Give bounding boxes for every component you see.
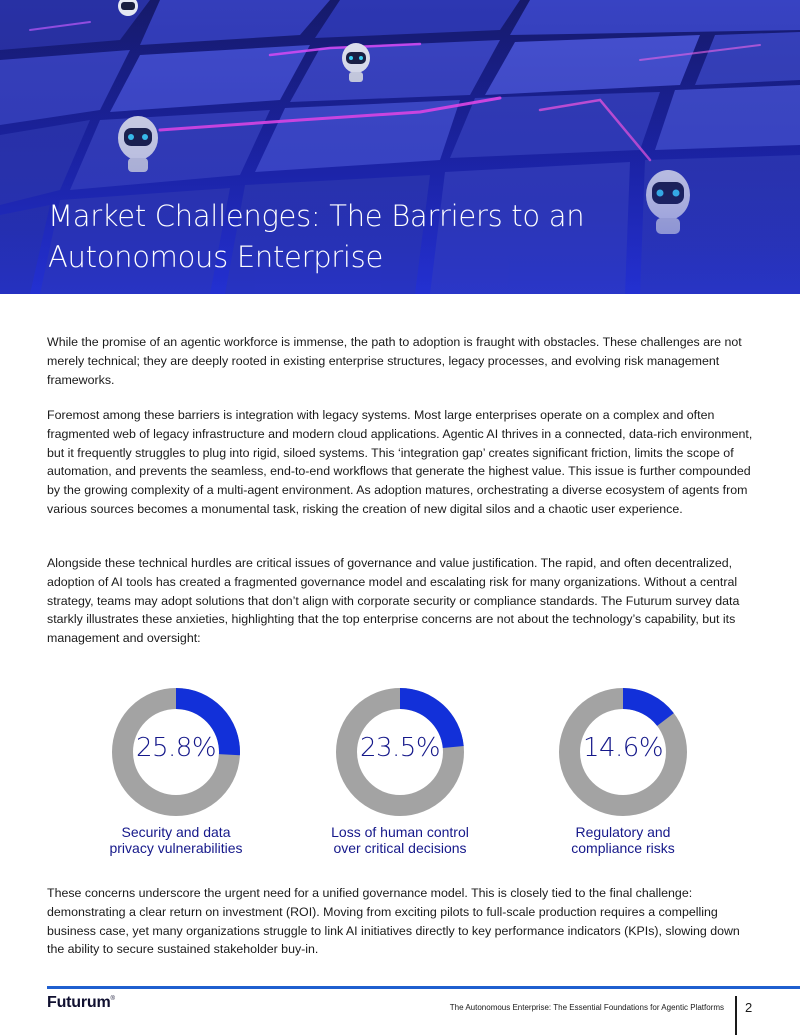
logo-text: Futurum bbox=[47, 994, 111, 1011]
stat-label-line: privacy vulnerabilities bbox=[109, 840, 243, 856]
stat-label-line: over critical decisions bbox=[333, 840, 467, 856]
stat-label-line: Loss of human control bbox=[331, 824, 469, 840]
stat-donut-regulatory bbox=[523, 686, 723, 856]
stat-label bbox=[523, 824, 723, 856]
stat-value: 14.6% bbox=[582, 733, 664, 763]
stat-label-line: compliance risks bbox=[571, 840, 675, 856]
futurum-logo bbox=[47, 994, 115, 1012]
page-number: 2 bbox=[745, 1000, 753, 1015]
body-paragraph: Alongside these technical hurdles are critical issues of governance and value justification. The rapid, and often decentralized, adoption of AI tools has created a fragmented governance model and escalating risk for many organizations. Without a central strategy, teams may adopt solutions that don’t align with corporate security or compliance standards. The Futurum survey data starkly illustrates these anxieties, highlighting that the top enterprise concerns are not about the technology’s capability, but its management and oversight: bbox=[47, 556, 740, 646]
body-paragraph: Foremost among these barriers is integration with legacy systems. Most large enterprises operate on a complex and often fragmented web of legacy infrastructure and modern cloud applications. Agentic AI thrives in a connected, data-rich environment, but it frequently struggles to plug into rigid, siloed systems. This ‘integration gap’ creates significant friction, limits the scope of automation, and prevents the seamless, end-to-end workflows that generate the highest value. This issue is further compounded by the growing complexity of a multi-agent environment. As adoption matures, orchestrating a diverse ecosystem of agents from various sources becomes a monumental task, risking the creation of new digital silos and a chaotic user experience. bbox=[47, 408, 753, 516]
body-paragraph: These concerns underscore the urgent need for a unified governance model. This is closely tied to the final challenge: demonstrating a clear return on investment (ROI). Moving from exciting pilots to full-scale production requires a compelling business case, yet many organizations struggle to link AI initiatives directly to key performance indicators (KPIs), slowing down the ability to secure sustained stakeholder buy-in. bbox=[47, 886, 740, 957]
stat-donut-security bbox=[76, 686, 276, 856]
page-title: Market Challenges: The Barriers to an Autonomous Enterprise bbox=[48, 199, 585, 274]
body-paragraph: While the promise of an agentic workforce is immense, the path to adoption is fraught with obstacles. These challenges are not merely technical; they are deeply rooted in existing enterprise structures, legacy processes, and evolving risk management frameworks. bbox=[47, 335, 742, 387]
stat-label bbox=[76, 824, 276, 856]
stat-label-line: Regulatory and bbox=[575, 824, 671, 840]
hero-banner bbox=[0, 0, 800, 294]
footer-divider bbox=[735, 996, 737, 1035]
stat-label bbox=[300, 824, 500, 856]
registered-mark: ® bbox=[110, 996, 115, 1002]
footer-rule bbox=[47, 986, 800, 989]
footer-doc-title: The Autonomous Enterprise: The Essential Foundations for Agentic Platforms bbox=[449, 1003, 724, 1012]
stat-donut-human-control bbox=[300, 686, 500, 856]
stat-label-line: Security and data bbox=[121, 824, 231, 840]
stat-value: 25.8% bbox=[135, 733, 217, 763]
stat-value: 23.5% bbox=[359, 733, 441, 763]
